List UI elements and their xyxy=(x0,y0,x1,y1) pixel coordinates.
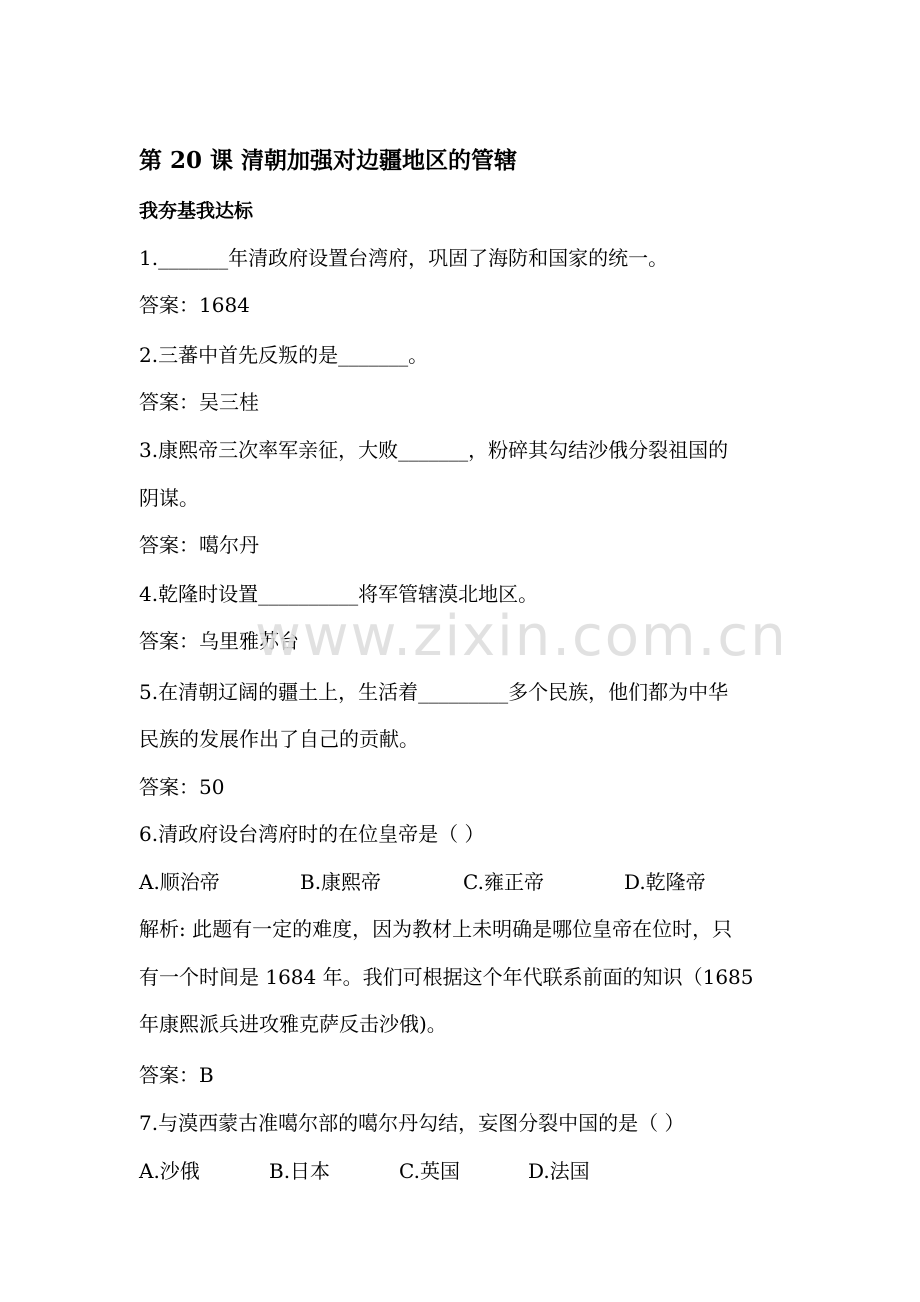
answer-6: 答案：B xyxy=(139,1063,214,1087)
question-7-options xyxy=(139,1156,789,1186)
option-c: C.英国 xyxy=(399,1159,460,1183)
answer-1: 答案：1684 xyxy=(139,293,250,317)
section-heading: 我夯基我达标 xyxy=(139,200,254,222)
option-a: A.沙俄 xyxy=(139,1159,200,1183)
question-7: 7.与漠西蒙古准噶尔部的噶尔丹勾结，妄图分裂中国的是（ ） xyxy=(139,1111,685,1135)
question-3-line-2: 阴谋。 xyxy=(139,486,199,510)
option-a: A.顺治帝 xyxy=(139,870,220,894)
page-title: 第 20 课 清朝加强对边疆地区的管辖 xyxy=(139,147,518,174)
answer-4: 答案：乌里雅苏台 xyxy=(139,629,299,653)
answer-5: 答案：50 xyxy=(139,775,225,799)
question-4: 4.乾隆时设置__________将军管辖漠北地区。 xyxy=(139,582,539,606)
question-5-line-1: 5.在清朝辽阔的疆土上，生活着_________多个民族，他们都为中华 xyxy=(139,680,729,704)
question-5-line-2: 民族的发展作出了自己的贡献。 xyxy=(139,727,419,751)
watermark: www.zixin.com.cn xyxy=(255,604,788,669)
answer-3: 答案：噶尔丹 xyxy=(139,533,259,557)
question-6: 6.清政府设台湾府时的在位皇帝是（ ） xyxy=(139,822,485,846)
answer-2: 答案：吴三桂 xyxy=(139,390,259,414)
option-b: B.日本 xyxy=(269,1159,331,1183)
option-d: D.乾隆帝 xyxy=(624,870,706,894)
option-b: B.康熙帝 xyxy=(300,870,382,894)
analysis-6-line-2: 有一个时间是 1684 年。我们可根据这个年代联系前面的知识（1685 xyxy=(139,965,754,989)
question-3-line-1: 3.康熙帝三次率军亲征，大败_______，粉碎其勾结沙俄分裂祖国的 xyxy=(139,438,729,462)
option-d: D.法国 xyxy=(528,1159,590,1183)
question-6-options xyxy=(139,867,789,897)
analysis-6-line-1: 解析: 此题有一定的难度，因为教材上未明确是哪位皇帝在位时，只 xyxy=(139,917,733,941)
option-c: C.雍正帝 xyxy=(463,870,544,894)
question-1: 1._______年清政府设置台湾府，巩固了海防和国家的统一。 xyxy=(139,246,669,270)
analysis-6-line-3: 年康熙派兵进攻雅克萨反击沙俄)。 xyxy=(139,1012,447,1036)
question-2: 2.三蕃中首先反叛的是_______。 xyxy=(139,343,429,367)
